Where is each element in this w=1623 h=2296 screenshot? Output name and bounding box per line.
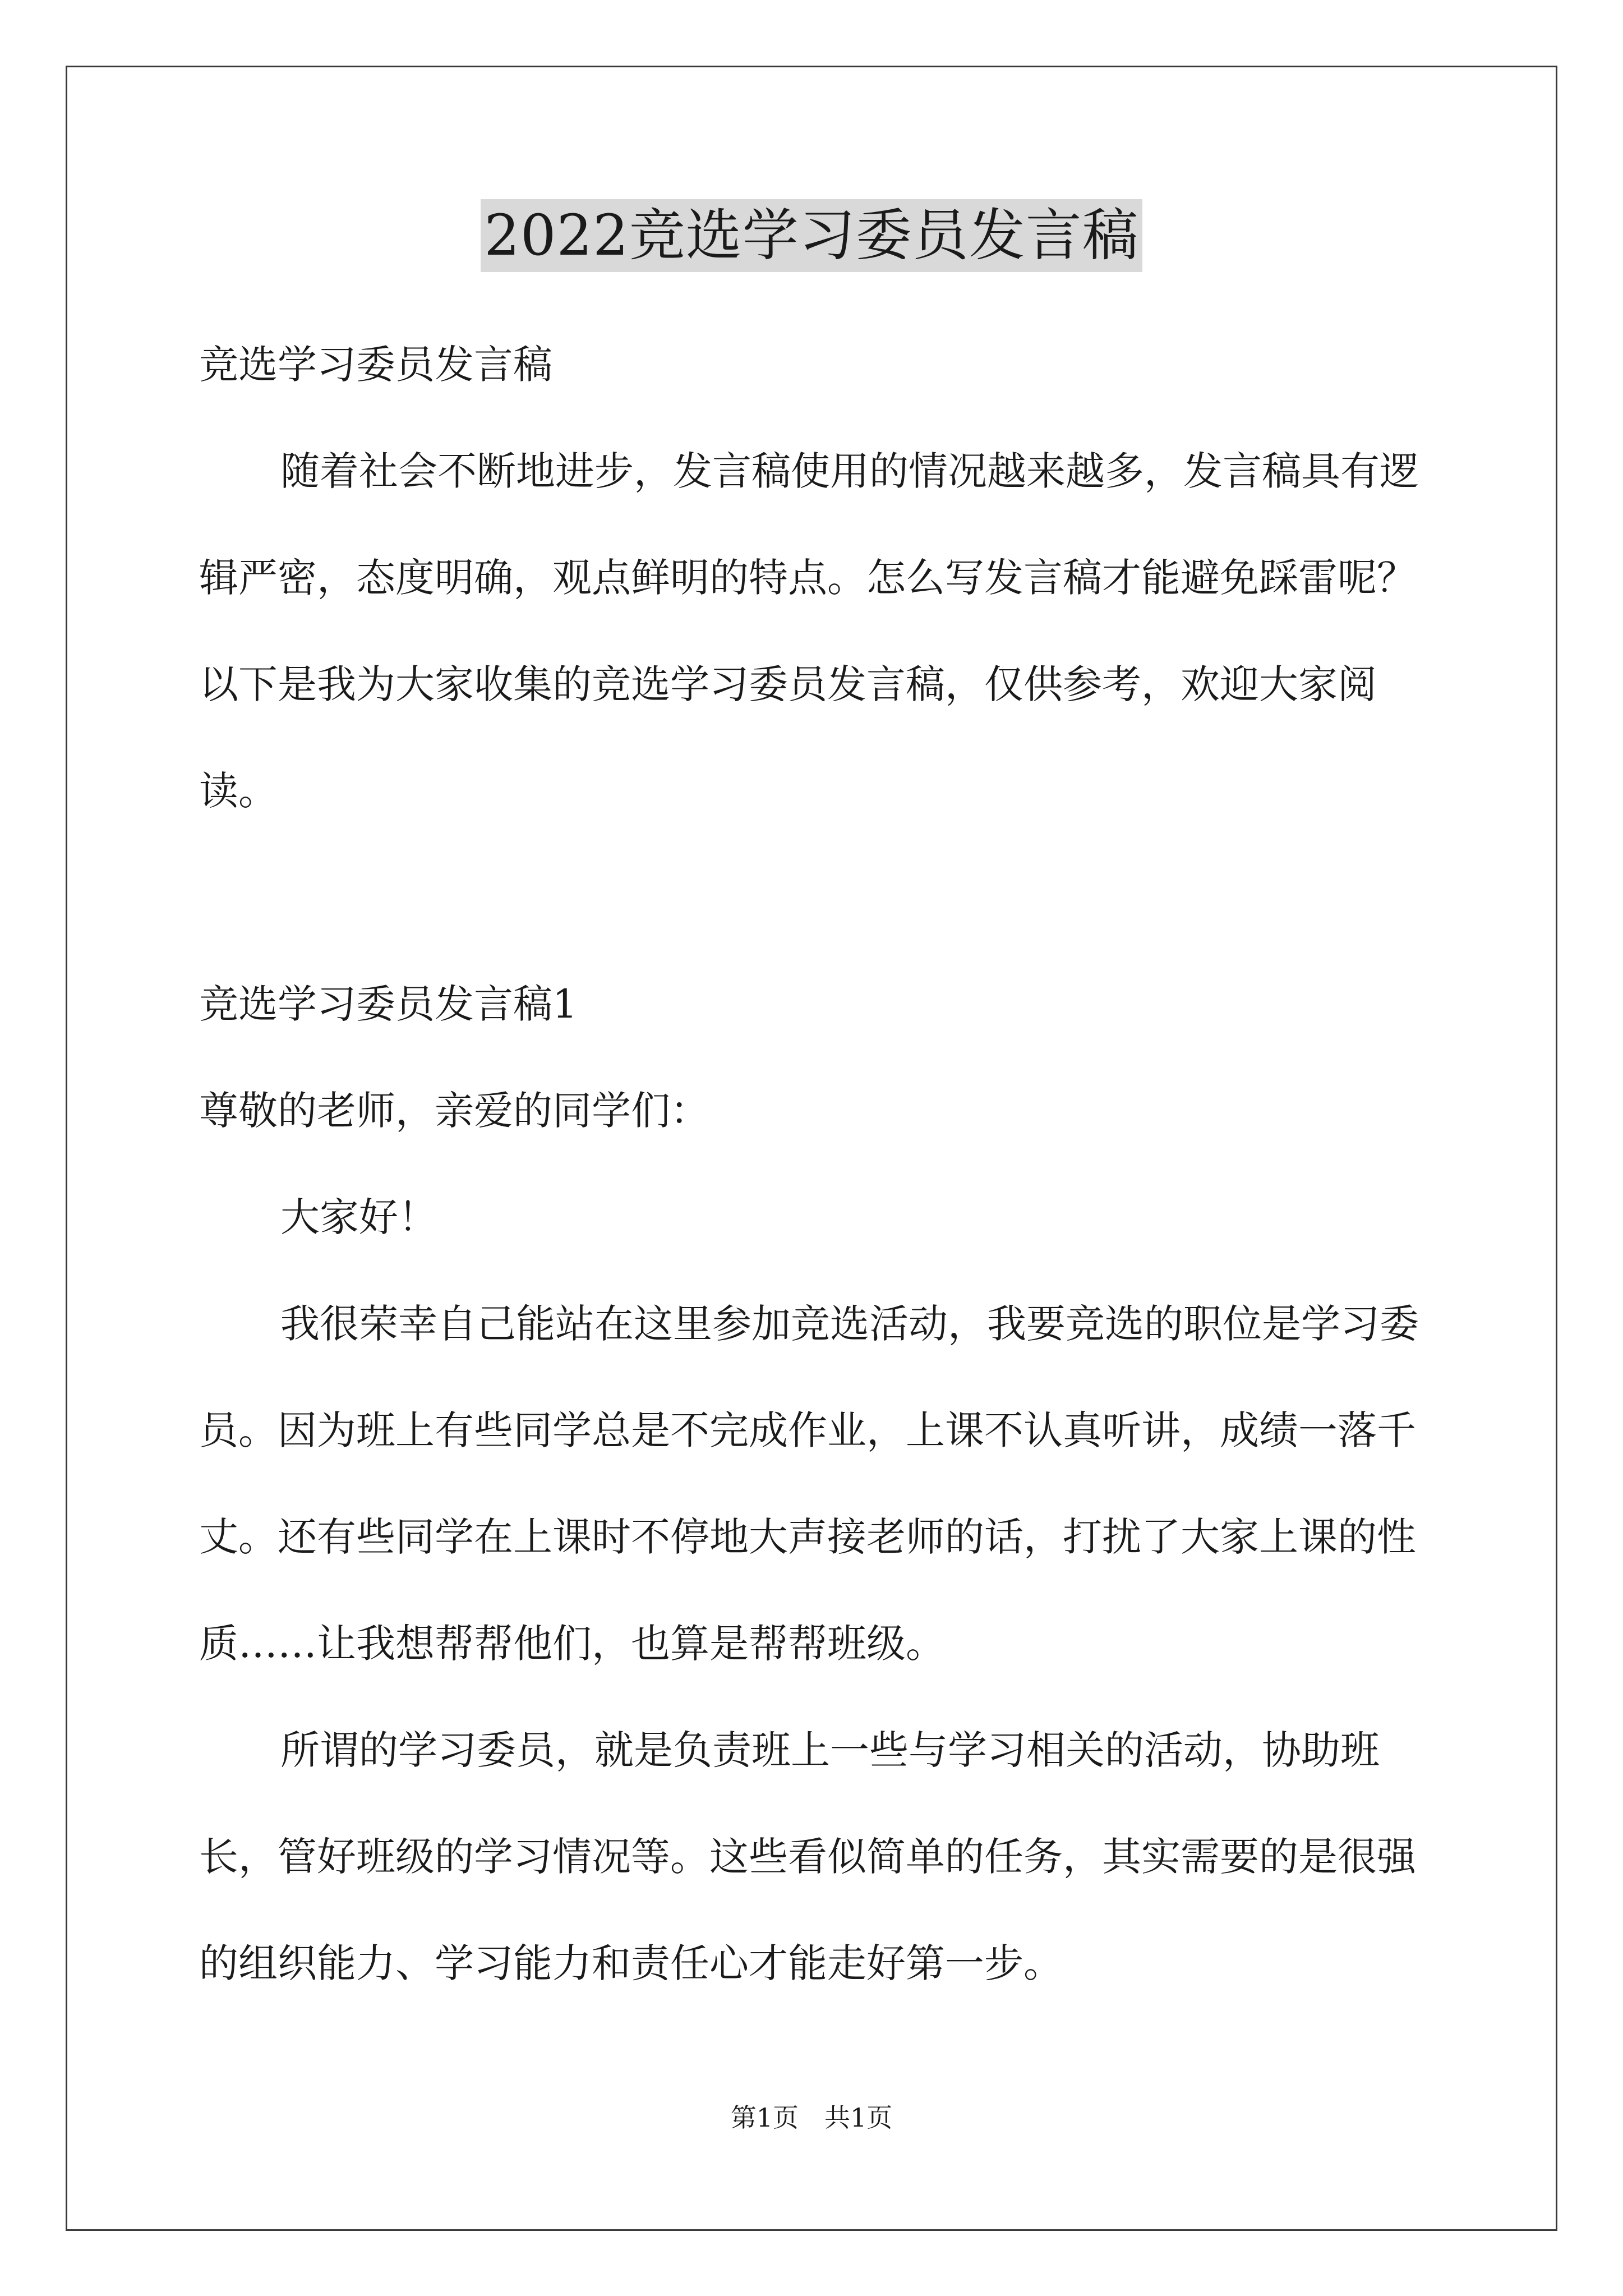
- document-title: 2022竞选学习委员发言稿: [481, 199, 1142, 272]
- page-number: 第1页 共1页: [730, 2102, 893, 2133]
- title-container: [0, 199, 1623, 272]
- spacer: [199, 844, 1433, 951]
- body-paragraph: 所谓的学习委员，就是负责班上一些与学习相关的活动，协助班长，管好班级的学习情况等。这些看似简单的任务，其实需要的是很强的组织能力、学习能力和责任心才能走好第一步。: [199, 1727, 1416, 1986]
- body-paragraph: 我很荣幸自己能站在这里参加竞选活动，我要竞选的职位是学习委员。因为班上有些同学总是不完成作业，上课不认真听讲，成绩一落千丈。还有些同学在上课时不停地大声接老师的话，打扰了大家上课的性质……让我想帮帮他们，也算是帮帮班级。: [199, 1301, 1419, 1667]
- subtitle: 竞选学习委员发言稿: [199, 342, 552, 388]
- document-body: [199, 311, 1433, 2017]
- page-footer: [0, 2101, 1623, 2134]
- intro-paragraph: 随着社会不断地进步，发言稿使用的情况越来越多，发言稿具有逻辑严密，态度明确，观点鲜明的特点。怎么写发言稿才能避免踩雷呢？以下是我为大家收集的竞选学习委员发言稿，仅供参考，欢迎大家阅读。: [199, 448, 1419, 814]
- section-heading: 竞选学习委员发言稿1: [199, 981, 578, 1027]
- salutation: 尊敬的老师，亲爱的同学们：: [199, 1088, 709, 1134]
- greeting: 大家好！: [280, 1194, 437, 1240]
